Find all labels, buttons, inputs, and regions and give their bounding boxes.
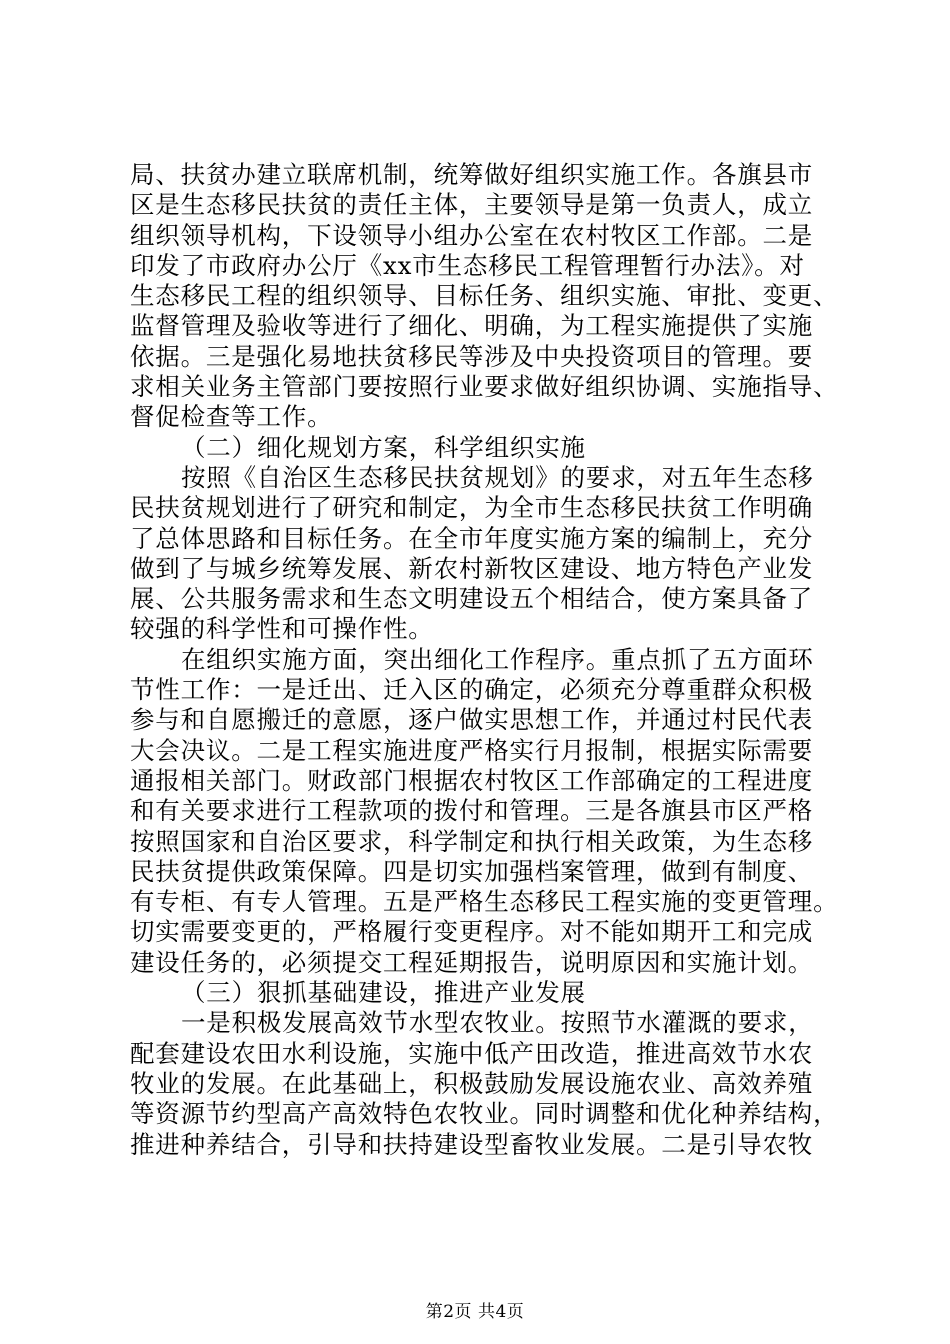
- text-line: 和有关要求进行工程款项的拨付和管理。三是各旗县市区严格: [130, 796, 814, 826]
- text-line: 有专柜、有专人管理。五是严格生态移民工程实施的变更管理。: [130, 887, 839, 917]
- text-line: 了总体思路和目标任务。在全市年度实施方案的编制上，充分: [130, 523, 814, 553]
- text-line: 监督管理及验收等进行了细化、明确，为工程实施提供了实施: [130, 311, 814, 341]
- text-line: 求相关业务主管部门要按照行业要求做好组织协调、实施指导、: [130, 372, 839, 402]
- text-line: 大会决议。二是工程实施进度严格实行月报制，根据实际需要: [130, 735, 814, 765]
- text-line: 推进种养结合，引导和扶持建设型畜牧业发展。二是引导农牧: [130, 1129, 814, 1159]
- text-line: 切实需要变更的，严格履行变更程序。对不能如期开工和完成: [130, 917, 814, 947]
- text-line: 督促检查等工作。: [130, 402, 333, 432]
- text-line: 参与和自愿搬迁的意愿，逐户做实思想工作，并通过村民代表: [130, 705, 814, 735]
- text-line: 牧业的发展。在此基础上，积极鼓励发展设施农业、高效养殖: [130, 1068, 814, 1098]
- text-line: 按照《自治区生态移民扶贫规划》的要求，对五年生态移: [181, 462, 814, 492]
- page-footer: 第2页 共4页: [425, 1302, 525, 1322]
- document-body: [130, 160, 839, 1160]
- text-line: 区是生态移民扶贫的责任主体，主要领导是第一负责人，成立: [130, 190, 814, 220]
- text-line: （二）细化规划方案，科学组织实施: [181, 432, 586, 462]
- text-line: 民扶贫规划进行了研究和制定，为全市生态移民扶贫工作明确: [130, 493, 814, 523]
- text-line: 生态移民工程的组织领导、目标任务、组织实施、审批、变更、: [130, 281, 839, 311]
- text-line: 民扶贫提供政策保障。四是切实加强档案管理，做到有制度、: [130, 856, 814, 886]
- text-line: 等资源节约型高产高效特色农牧业。同时调整和优化种养结构，: [130, 1099, 839, 1129]
- text-line: 印发了市政府办公厅《xx市生态移民工程管理暂行办法》。对: [130, 250, 805, 280]
- text-line: 较强的科学性和可操作性。: [130, 614, 434, 644]
- text-line: 一是积极发展高效节水型农牧业。按照节水灌溉的要求，: [181, 1008, 814, 1038]
- text-line: 展、公共服务需求和生态文明建设五个相结合，使方案具备了: [130, 584, 814, 614]
- text-line: 局、扶贫办建立联席机制，统筹做好组织实施工作。各旗县市: [130, 160, 814, 189]
- text-line: 按照国家和自治区要求，科学制定和执行相关政策，为生态移: [130, 826, 814, 856]
- text-line: 节性工作：一是迁出、迁入区的确定，必须充分尊重群众积极: [130, 675, 814, 705]
- text-line: 配套建设农田水利设施，实施中低产田改造，推进高效节水农: [130, 1038, 814, 1068]
- text-line: 通报相关部门。财政部门根据农村牧区工作部确定的工程进度: [130, 765, 814, 795]
- text-line: 依据。三是强化易地扶贫移民等涉及中央投资项目的管理。要: [130, 341, 814, 371]
- text-line: 在组织实施方面，突出细化工作程序。重点抓了五方面环: [181, 644, 814, 674]
- text-line: （三）狠抓基础建设，推进产业发展: [181, 978, 586, 1008]
- text-line: 做到了与城乡统筹发展、新农村新牧区建设、地方特色产业发: [130, 553, 814, 583]
- text-line: 建设任务的，必须提交工程延期报告，说明原因和实施计划。: [130, 947, 814, 977]
- text-line: 组织领导机构，下设领导小组办公室在农村牧区工作部。二是: [130, 220, 814, 250]
